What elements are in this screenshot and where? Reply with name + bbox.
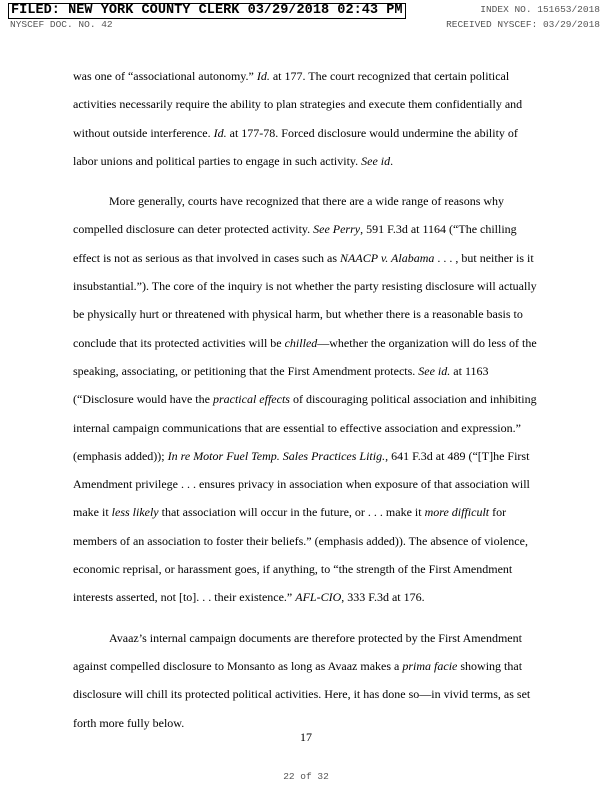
filing-header (0, 0, 612, 40)
page-counter: 22 of 32 (283, 771, 329, 782)
text-run: . (390, 153, 394, 168)
case-name: In re Motor Fuel Temp. Sales Practices Litig. (167, 448, 386, 463)
citation: Id. (213, 125, 227, 140)
text-run: Avaaz’s internal campaign documents are therefore protected by the First Amendment against compelled disclosure to Monsanto as long as Avaaz makes a (73, 630, 522, 673)
text-run: —whether the organization will do less of the speaking, associating, or petitioning that the First Amendment protects. (73, 335, 537, 378)
emphasis: more difficult (424, 505, 490, 520)
text-run: of discouraging political association and inhibiting internal campaign communications that are essential to effective association and expression.” (emphasis added)); (73, 392, 537, 463)
page-number: 17 (300, 730, 312, 744)
text-run: . . . , but neither is it insubstantial.”). The core of the inquiry is not whether the party resisting disclosure will actually be physically hurt or threatened with physical harm, but whether there is a reasonable basis to conclude that its protected activities will be (73, 250, 537, 350)
paragraph-3 (73, 624, 543, 737)
text-run: More generally, courts have recognized that there are a wide range of reasons why compelled disclosure can deter protected activity. (73, 194, 505, 237)
emphasis: less likely (111, 505, 159, 520)
emphasis: prima facie (402, 658, 458, 673)
citation: See Perry (313, 222, 361, 237)
text-run: at 177. The court recognized that certain political activities necessarily require the ability to plan strategies and execute them confidentially and without outside interference. (73, 69, 523, 140)
emphasis: chilled (284, 335, 318, 350)
paragraph-gap (73, 612, 543, 624)
emphasis: practical effects (212, 392, 290, 407)
document-body (73, 62, 543, 737)
paragraph-1 (73, 62, 543, 175)
text-run: at 177-78. Forced disclosure would undermine the ability of labor unions and political parties to engage in such activity. (73, 125, 518, 168)
case-name: NAACP v. Alabama (340, 250, 435, 265)
citation: See id (361, 153, 391, 168)
text-run: was one of “associational autonomy.” (73, 69, 257, 83)
text-run: , 641 F.3d at 489 (“[T]he First Amendment privilege . . . ensures privacy in association when exposure of that association will make it (73, 448, 530, 520)
citation: See id. (418, 363, 451, 378)
citation: Id. (256, 69, 270, 83)
text-run: for members of an association to foster their beliefs.” (emphasis added)). The absence of violence, economic reprisal, or harassment goes, if anything, to “the strength of the First Amendment interests asserted, not [to]. . . their existence.” (73, 505, 528, 605)
text-run: , 333 F.3d at 176. (341, 590, 425, 605)
index-number: INDEX NO. 151653/2018 (480, 4, 600, 15)
case-name: AFL-CIO (295, 590, 342, 605)
paragraph-gap (73, 175, 543, 187)
filed-stamp: FILED: NEW YORK COUNTY CLERK 03/29/2018 02:43 PM (8, 3, 406, 19)
received-date: RECEIVED NYSCEF: 03/29/2018 (446, 19, 600, 30)
text-run: that association will occur in the future, or . . . make it (158, 505, 425, 520)
paragraph-2 (73, 187, 543, 611)
text-run: showing that disclosure will chill its protected political activities. Here, it has done so—in vivid terms, as set forth more fully below. (73, 658, 531, 730)
text-run: at 1163 (“Disclosure would have the (73, 363, 489, 407)
text-run: , 591 F.3d at 1164 (“The chilling effect is not as serious as that involved in cases such as (73, 222, 517, 265)
doc-number: NYSCEF DOC. NO. 42 (10, 19, 113, 30)
